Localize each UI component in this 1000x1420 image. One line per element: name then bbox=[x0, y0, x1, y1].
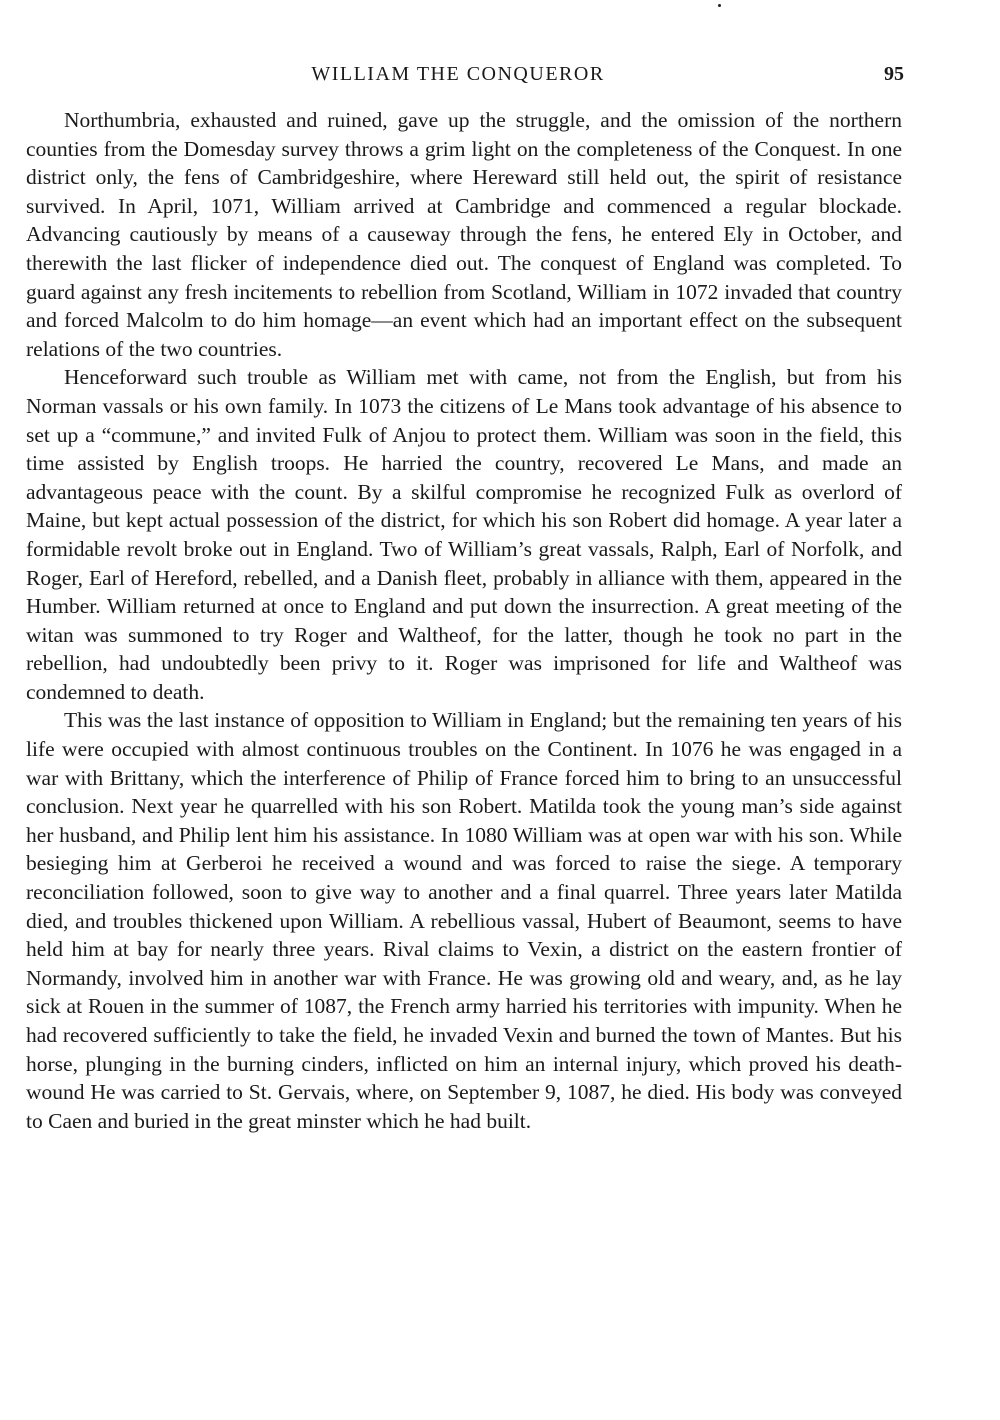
running-header bbox=[0, 60, 1000, 90]
paragraph-northumbria: Northumbria, exhausted and ruined, gave up the struggle, and the omission of the northern counties from the Domesday survey throws a grim light on the completeness of the Conquest. In one district only, the fens of Cambridgeshire, where Hereward still held out, the spirit of resistance survived. In April, 1071, William arrived at Cambridge and commenced a regular blockade. Advancing cautiously by means of a causeway through the fens, he entered Ely in October, and therewith the last flicker of independence died out. The conquest of England was completed. To guard against any fresh incitements to rebellion from Scotland, William in 1072 invaded that country and forced Malcolm to do him homage—an event which had an important effect on the subsequent relations of the two countries. bbox=[26, 108, 902, 361]
running-title: WILLIAM THE CONQUEROR bbox=[311, 63, 605, 85]
paragraph-henceforward: Henceforward such trouble as William met with came, not from the English, but from his Norman vassals or his own family. In 1073 the citizens of Le Mans took advantage of his absence to set up a “commune,” and invited Fulk of Anjou to protect them. William was soon in the field, this time assisted by English troops. He harried the country, recovered Le Mans, and made an advantageous peace with the count. By a skilful compromise he recognized Fulk as overlord of Maine, but kept actual possession of the district, for which his son Robert did homage. A year later a formidable revolt broke out in England. Two of William’s great vassals, Ralph, Earl of Norfolk, and Roger, Earl of Hereford, rebelled, and a Danish fleet, probably in alliance with them, appeared in the Humber. William returned at once to England and put down the insurrection. A great meeting of the witan was summoned to try Roger and Waltheof, for the latter, though he took no part in the rebellion, had undoubtedly been privy to it. Roger was imprisoned for life and Waltheof was condemned to death. bbox=[26, 365, 902, 704]
stray-ink-mark bbox=[718, 4, 721, 7]
body-text bbox=[26, 106, 902, 1135]
paragraph-last-instance: This was the last instance of opposition to William in England; but the remaining ten years of his life were occupied with almost continuous troubles on the Continent. In 1076 he was engaged in a war with Brittany, which the interference of Philip of France forced him to bring to an unsuccessful conclusion. Next year he quarrelled with his son Robert. Matilda took the young man’s side against her husband, and Philip lent him his assistance. In 1080 William was at open war with his son. While besieging him at Gerberoi he received a wound and was forced to raise the siege. A temporary reconciliation followed, soon to give way to another and a final quarrel. Three years later Matilda died, and troubles thickened upon William. A rebellious vassal, Hubert of Beaumont, seems to have held him at bay for nearly three years. Rival claims to Vexin, a district on the eastern frontier of Normandy, involved him in another war with France. He was growing old and weary, and, as he lay sick at Rouen in the summer of 1087, the French army harried his territories with impunity. When he had recovered sufficiently to take the field, he invaded Vexin and burned the town of Mantes. But his horse, plunging in the burning cinders, inflicted on him an internal injury, which proved his death-wound He was carried to St. Gervais, where, on September 9, 1087, he died. His body was conveyed to Caen and buried in the great minster which he had built. bbox=[26, 708, 902, 1133]
page-number: 95 bbox=[884, 63, 904, 85]
